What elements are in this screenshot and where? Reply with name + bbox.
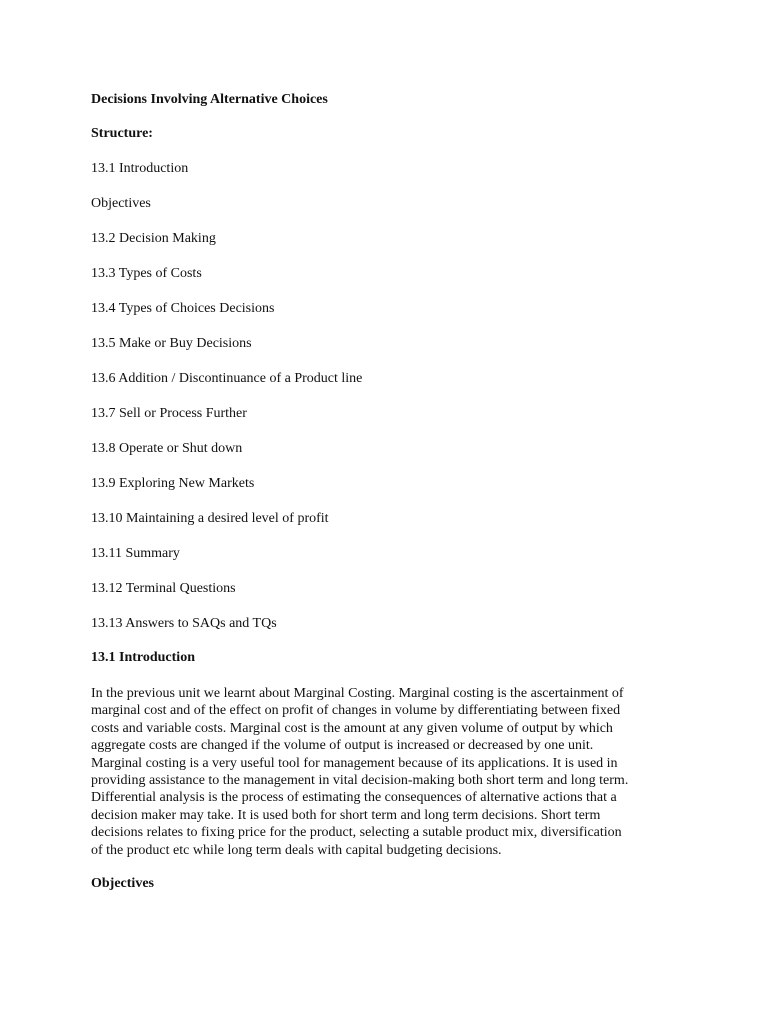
toc-item: 13.4 Types of Choices Decisions bbox=[91, 301, 275, 316]
section-heading-objectives: Objectives bbox=[91, 876, 154, 891]
introduction-paragraph bbox=[91, 685, 671, 859]
paragraph-line: decision maker may take. It is used both for short term and long term decisions. Short term bbox=[91, 807, 601, 823]
toc-item: 13.6 Addition / Discontinuance of a Product line bbox=[91, 371, 363, 386]
paragraph-line: of the product etc while long term deals with capital budgeting decisions. bbox=[91, 842, 502, 858]
toc-item: 13.10 Maintaining a desired level of profit bbox=[91, 511, 329, 526]
toc-item: 13.1 Introduction bbox=[91, 161, 189, 176]
toc-item: 13.8 Operate or Shut down bbox=[91, 441, 243, 456]
paragraph-line: costs and variable costs. Marginal cost is the amount at any given volume of output by which bbox=[91, 720, 613, 736]
paragraph-line: marginal cost and of the effect on profit of changes in volume by differentiating between fixed bbox=[91, 703, 621, 719]
paragraph-line: decisions relates to fixing price for the product, selecting a sutable product mix, diversification bbox=[91, 825, 622, 841]
section-heading-introduction: 13.1 Introduction bbox=[91, 650, 195, 665]
paragraph-line: In the previous unit we learnt about Marginal Costing. Marginal costing is the ascertainment of bbox=[91, 686, 624, 701]
toc-item: 13.9 Exploring New Markets bbox=[91, 476, 255, 491]
toc-item: 13.7 Sell or Process Further bbox=[91, 406, 247, 421]
paragraph-line: providing assistance to the management in vital decision-making both short term and long term. bbox=[91, 773, 629, 789]
paragraph-line: aggregate costs are changed if the volume of output is increased or decreased by one unit. bbox=[91, 738, 594, 754]
toc-item: 13.13 Answers to SAQs and TQs bbox=[91, 616, 277, 631]
paragraph-line: Differential analysis is the process of estimating the consequences of alternative actions that a bbox=[91, 790, 617, 806]
structure-heading: Structure: bbox=[91, 126, 153, 141]
toc-item: 13.5 Make or Buy Decisions bbox=[91, 336, 252, 351]
toc-item: 13.11 Summary bbox=[91, 546, 180, 561]
toc-item: 13.2 Decision Making bbox=[91, 231, 216, 246]
toc-item: Objectives bbox=[91, 196, 151, 211]
paragraph-line: Marginal costing is a very useful tool for management because of its applications. It is used in bbox=[91, 755, 618, 771]
toc-item: 13.12 Terminal Questions bbox=[91, 581, 236, 596]
toc-item: 13.3 Types of Costs bbox=[91, 266, 202, 281]
table-of-contents bbox=[91, 161, 362, 651]
document-title: Decisions Involving Alternative Choices bbox=[91, 92, 328, 107]
